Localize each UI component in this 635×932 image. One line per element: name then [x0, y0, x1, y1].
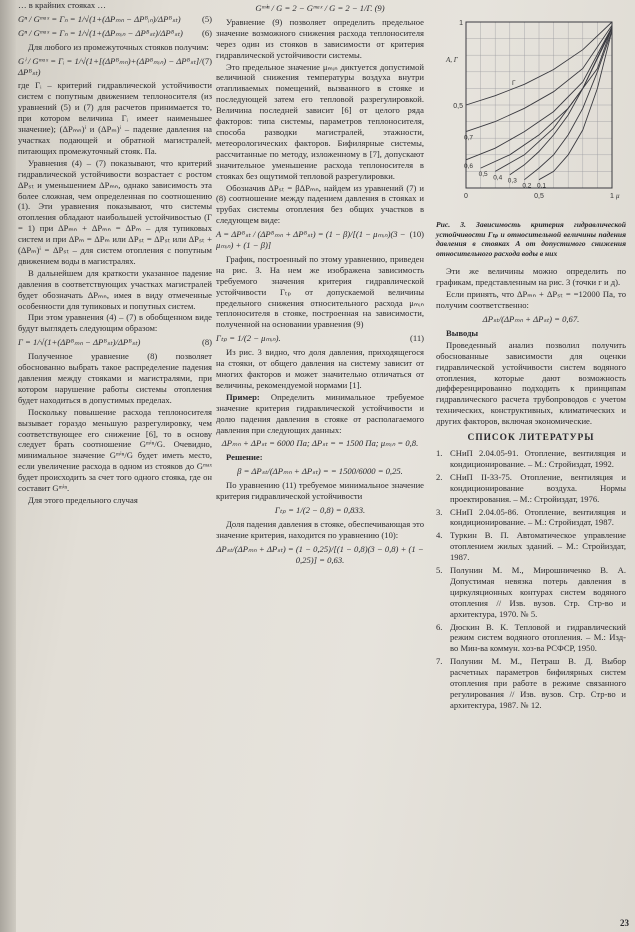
- formula-11: Γₜₚ = 1/(2 − μₘᵢₙ). (11): [216, 333, 424, 344]
- x-axis-label: μ: [616, 192, 620, 200]
- y-tick-label: 0,5: [453, 103, 463, 110]
- x-tick-label: 0: [464, 193, 468, 200]
- page-number: 23: [620, 918, 629, 928]
- solution-gamma: Γₜₚ = 1/(2 − 0,8) = 0,833.: [274, 504, 366, 515]
- y-tick-label: 1: [459, 20, 463, 27]
- solution-share: ΔPₛₜ/(ΔPₘₙ + ΔPₛₜ) = (1 − 0,25)/[(1 − 0,8)(3 − 0,8) + (1 − 0,25)] = 0,63.: [216, 543, 424, 565]
- series-line-0,3: [510, 29, 612, 175]
- reference-item: [436, 565, 626, 620]
- formula-10: A = ΔPᴮₛₜ / (ΔPᴮₘₙ + ΔPᴮₛₜ) = (1 − β)/[(1 − μₘᵢₙ)(3 − μₘᵢₙ) + (1 − β)] (10): [216, 229, 424, 251]
- paragraph: По уравнению (11) требуемое минимальное значение критерия гидравлической устойчивости: [216, 480, 424, 502]
- series-label: 0,3: [507, 177, 517, 185]
- conclusions-text: Проведенный анализ позволил получить обоснованные зависимости для оценки гидравлической устойчивости систем водяного отопления, которые дают возможность дифференцированно подходить к принципам гидравлического расчета трубопроводов с учетом технических, конструктивных, климатических и других факторов, включая экономические.: [436, 339, 626, 427]
- reference-text: Полунин М. М., Петраш В. Д. Выбор расчетных параметров бифилярных систем отопления при работе в режиме связанного регулирования // Изв. вузов. Стр. Стр-во и архитектура, 1987. № 12.: [450, 656, 626, 710]
- paragraph: Поскольку повышение расхода теплоносителя вызывает гораздо меньшую разрегулировку, чем соответствующее его снижение [6], то в основу следует брать соотношение Gᵐⁱⁿ/G. Очевидно, минимальное значение Gᵐⁱⁿ/G будет иметь место, если увеличение расхода в одном из стояков до Gᵐᵃˣ будет происходить за счет того одного стояка, где он составит Gᵐⁱⁿ.: [18, 406, 212, 494]
- paragraph: Это предельное значение μₘᵢₙ диктуется допустимой величиной снижения температуры воздуха внутри отапливаемых помещений, вызванного в стояке и последующей затем его тепловой разрегулировкой. Величина последней зависит [6] от целого ряда факторов: типа системы, параметров теплоносителя, способа разводки магистралей, этажности, метеорологических факторов. Бифилярные системы, рассчитанные по методу, изложенному в [7], допускают значительное уменьшение расхода теплоносителя в стояках без ощутимой тепловой разрегулировки.: [216, 61, 424, 181]
- text-column-left: [18, 0, 212, 507]
- formula-5: Gⁿ / Gᵐᵃˣ = Γₙ = 1/√(1+(ΔPₘₙ − ΔPᴮᵢₙ)/ΔPᴮₛₜ) (5): [18, 13, 212, 24]
- reference-text: Полунин М. М., Мирошниченко В. А. Допустимая невязка потерь давления в циркуляционных контурах систем водяного отопления // Изв. вузов. Стр. Стр-во и архитектура, 1970. № 5.: [450, 565, 626, 619]
- reference-item: [436, 472, 626, 505]
- series-label: Γ: [512, 80, 516, 87]
- paragraph: Доля падения давления в стояке, обеспечивающая это значение критерия, находится по уравнению (10):: [216, 518, 424, 540]
- text-column-middle: [216, 0, 424, 569]
- chart-svg: [444, 14, 622, 216]
- reference-text: Туркин В. П. Автоматическое управление отоплением жилых зданий. – М.: Стройиздат, 1987.: [450, 530, 626, 563]
- reference-text: СНиП 2.04.05-91. Отопление, вентиляция и кондиционирование. – М.: Стройиздат, 1992.: [450, 447, 626, 469]
- reference-number: 2.: [436, 471, 443, 482]
- series-label: 0,2: [522, 182, 532, 190]
- references-list: [436, 448, 626, 711]
- paragraph: Для любого из промежуточных стояков получим:: [28, 41, 209, 52]
- x-tick-label: 1: [610, 193, 614, 200]
- solution-heading: Решение:: [226, 452, 263, 463]
- series-line-0,5: [481, 27, 612, 168]
- paragraph: Уравнение (9) позволяет определить предельное значение возможного снижения расхода теплоносителя через один из стояков в зависимости от критерия гидравлической устойчивости системы.: [216, 16, 424, 60]
- reference-number: 1.: [436, 447, 443, 458]
- paragraph: Из рис. 3 видно, что доля давления, приходящегося на стояки, от общего давления на систему зависит от многих факторов и может значительно отличаться от величины, рекомендуемой нормами [1].: [216, 347, 424, 390]
- paragraph: Полученное уравнение (8) позволяет обоснованно выбрать такое распределение падения давления между стояками и магистралями, при котором нарушение работы системы отопления будет находиться в допустимых пределах.: [18, 351, 212, 405]
- series-label: 0,1: [537, 182, 547, 190]
- reference-number: 7.: [436, 656, 443, 667]
- paragraph: где Γᵢ – критерий гидравлической устойчивости систем с попутным движением теплоносителя (из уравнений (5) и (7) для расчетов принимается то, при котором величина Γᵢ имеет наименьшее значение); (ΔPₘₙ)ⁱ и (ΔPₘ)ⁱ – падение давления на участках подающей и обратной магистралей, питающих промежуточный стояк. Па.: [18, 80, 212, 156]
- paragraph: Обозначив ΔPₛₜ = βΔPₘₙ, найдем из уравнений (7) и (8) соотношение между падением давления в стояках и трубах системы отопления без общих участков в следующем виде:: [216, 182, 424, 226]
- reference-item: [436, 622, 626, 655]
- formula-7: Gⁱ / Gᵐᵃˣ = Γᵢ = 1/√(1+[(ΔPᴮₘₙ)+(ΔPᴮₘᵢₙ) − ΔPᴮₛₜ]/ΔPᴮₛₜ) (7): [18, 55, 212, 77]
- formula-9: Gᵐⁱⁿ / G = 2 − Gᵐᵃˣ / G = 2 − 1/Γ. (9): [255, 3, 385, 13]
- conclusions-heading: Выводы: [446, 327, 479, 338]
- reference-text: СНиП II-33-75. Отопление, вентиляция и кондиционирование воздуха. Нормы проектирования. – М.: Стройиздат, 1976.: [450, 471, 626, 504]
- reference-text: СНиП 2.04.05-86. Отопление, вентиляция и кондиционирование. – М.: Стройиздат, 1987.: [450, 506, 626, 528]
- solution-beta: β = ΔPₛₜ/(ΔPₘₙ + ΔPₛₜ) = = 1500/6000 = 0,25.: [237, 466, 403, 477]
- paragraph: В дальнейшем для краткости указанное падение давления в соответствующих участках магистралей будет обозначать ΔPₘₙ, имея в виду отмеченные особенности для тупиковых и попутных систем.: [18, 267, 212, 311]
- figure-3-chart: [444, 14, 622, 216]
- paragraph: Уравнения (4) – (7) показывают, что критерий гидравлической устойчивости возрастает с ростом ΔPₛₜ и уменьшением ΔPₘₙ, однако зависимость эта более сложная, чем определенная по соотношению (1). Эти уравнения показывают, что системы отопления обладают наибольшей устойчивостью (Γ = 1) при ΔPₘₙ + ΔPₘₙ = ΔPₘ – для тупиковых систем и при ΔPₘ = ΔPₘ или ΔPₛₜ = ΔPₛₜ или ΔPₛₜ + (ΔPₘ)ⁱ = ΔPₛₜ – для систем отопления с попутным движением воды в магистралях.: [18, 157, 212, 266]
- reference-item: [436, 530, 626, 563]
- series-label: 0,4: [493, 174, 503, 182]
- paragraph: При этом уравнения (4) – (7) в обобщенном виде будут выглядеть следующим образом:: [18, 312, 212, 334]
- text-column-right: [436, 0, 626, 713]
- page-gutter-shadow: [0, 0, 16, 932]
- series-label: 0,6: [464, 162, 474, 170]
- series-label: 0,5: [478, 171, 488, 179]
- reference-item: [436, 656, 626, 711]
- x-tick-label: 0,5: [534, 193, 544, 200]
- reference-item: [436, 448, 626, 470]
- reference-number: 5.: [436, 565, 443, 576]
- paragraph: Если принять, что ΔPₘₙ + ΔPₛₜ = =12000 Па, то получим соответственно:: [436, 289, 626, 311]
- figure-caption: Рис. 3. Зависимость критерия гидравлической устойчивости Γₜₚ и относительной величины падения давления в стояках A от допустимого снижения относительного расхода воды в них: [436, 220, 626, 258]
- reference-number: 4.: [436, 530, 443, 541]
- formula-6: Gⁿ / Gᵐᵃˣ = Γₙ = 1/√(1+(ΔPₘᵢₙ − ΔPᴮₛₜ)/ΔPᴮₛₜ) (6): [18, 27, 212, 38]
- example-paragraph: Пример: Определить минимальное требуемое значение критерия гидравлической устойчивости и долю падения давления в стояке от располагаемого давления при следующих данных:: [216, 391, 424, 435]
- references-heading: СПИСОК ЛИТЕРАТУРЫ: [467, 433, 595, 444]
- formula-8: Γ = 1/√(1+(ΔPᴮₘₙ − ΔPᴮₛₜ)/ΔPᴮₛₜ) (8): [18, 337, 212, 348]
- reference-number: 6.: [436, 621, 443, 632]
- result-formula: ΔPₛₜ/(ΔPₘₙ + ΔPₛₜ) = 0,67.: [482, 314, 580, 324]
- y-axis-label: A, Γ: [446, 56, 458, 64]
- paragraph: Эти же величины можно определить по графикам, представленным на рис. 3 (точки г и д).: [436, 266, 626, 288]
- paragraph: График, построенный по этому уравнению, приведен на рис. 3. На нем же изображена зависимость требуемого значения критерия гидравлической устойчивости Γₜₚ от допускаемой величины предельного снижения относительного расхода μₘᵢₙ теплоносителя в стояке, построенная на зависимости, полученной на основании уравнения (9): [216, 253, 424, 330]
- given-data: ΔPₘₙ + ΔPₛₜ = 6000 Па; ΔPₛₜ = = 1500 Па; μₘᵢₙ = 0,8.: [221, 438, 419, 449]
- reference-item: [436, 507, 626, 529]
- paragraph: Для этого предельного случая: [28, 494, 138, 505]
- reference-number: 3.: [436, 506, 443, 517]
- intro-fragment: … в крайних стояках …: [18, 0, 106, 10]
- series-label: 0,7: [464, 134, 474, 142]
- reference-text: Дюскин В. К. Тепловой и гидравлический режим систем водяного отопления. – М.: Изд-во Мин-ва коммун. хоз-ва РСФСР, 1950.: [450, 621, 626, 654]
